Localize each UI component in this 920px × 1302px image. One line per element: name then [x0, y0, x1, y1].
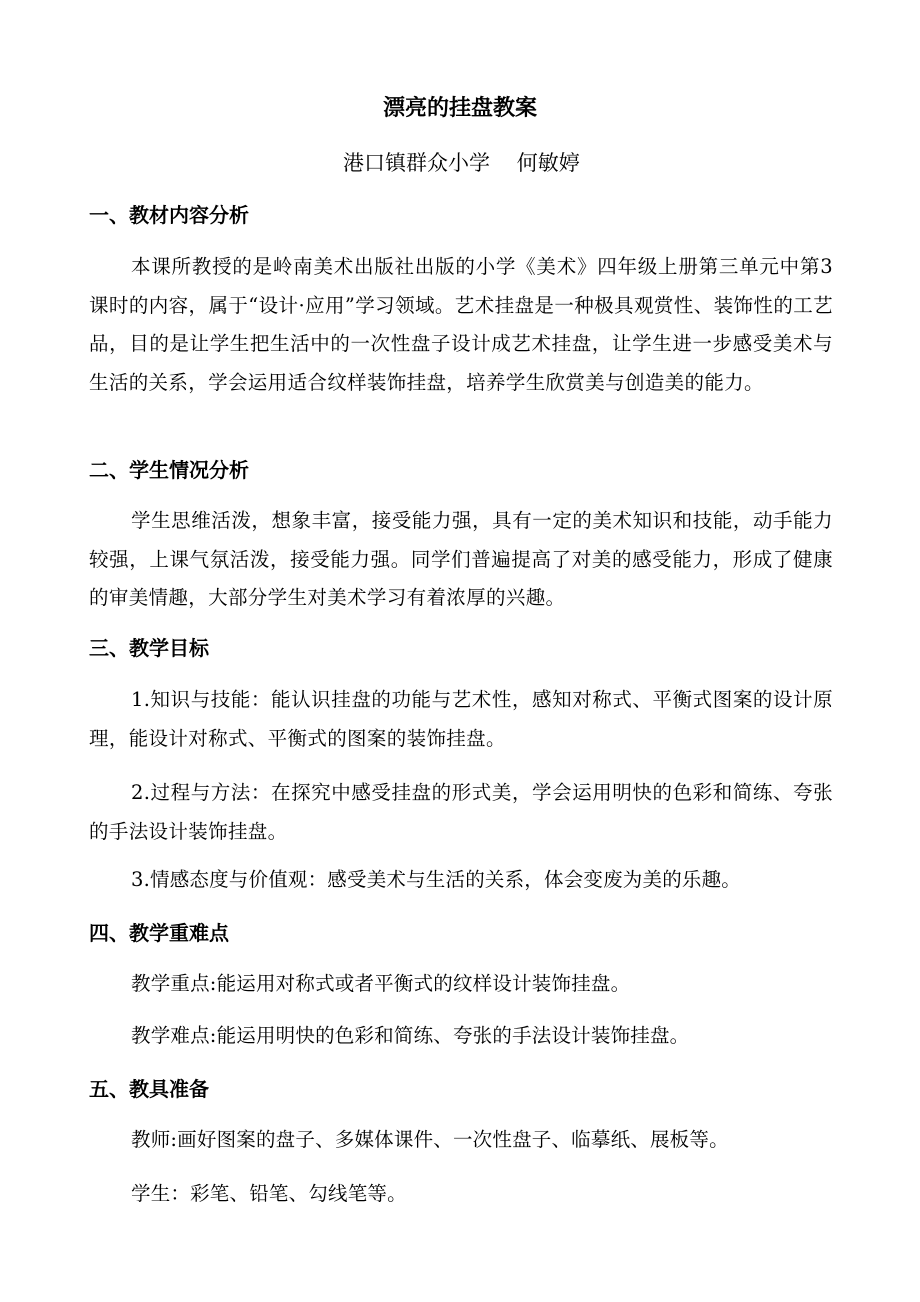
- section-heading-teaching-aids: 五、教具准备: [89, 1077, 209, 1101]
- paragraph-key-point: 教学重点:能运用对称式或者平衡式的纹样设计装饰挂盘。: [131, 972, 631, 995]
- paragraph-student-aids: 学生：彩笔、铅笔、勾线笔等。: [131, 1182, 407, 1205]
- paragraph-content-analysis: 本课所教授的是岭南美术出版社出版的小学《美术》四年级上册第三单元中第3课时的内容，属于“设计·应用”学习领域。艺术挂盘是一种极具观赏性、装饰性的工艺品，目的是让学生把生活中的一次性盘子设计成艺术挂盘，让学生进一步感受美术与生活的关系，学会运用适合纹样装饰挂盘，培养学生欣赏美与创造美的能力。: [89, 255, 833, 394]
- paragraph-goal-process-method: 2.过程与方法：在探究中感受挂盘的形式美，学会运用明快的色彩和简练、夸张的手法设计装饰挂盘。: [89, 781, 833, 843]
- section-heading-content-analysis: 一、教材内容分析: [89, 203, 249, 227]
- paragraph-goal-attitude-values: 3.情感态度与价值观：感受美术与生活的关系，体会变废为美的乐趣。: [131, 868, 742, 891]
- section-heading-teaching-goals: 三、教学目标: [89, 636, 209, 660]
- section-heading-student-analysis: 二、学生情况分析: [89, 458, 249, 482]
- document-author: 港口镇群众小学 何敏婷: [343, 151, 580, 175]
- document-title: 漂亮的挂盘教案: [382, 96, 537, 121]
- section-heading-key-points: 四、教学重难点: [89, 921, 229, 945]
- paragraph-student-analysis: 学生思维活泼，想象丰富，接受能力强，具有一定的美术知识和技能，动手能力较强，上课气氛活泼，接受能力强。同学们普遍提高了对美的感受能力，形成了健康的审美情趣，大部分学生对美术学习有着浓厚的兴趣。: [89, 509, 833, 609]
- paragraph-teacher-aids: 教师:画好图案的盘子、多媒体课件、一次性盘子、临摹纸、展板等。: [131, 1128, 729, 1151]
- paragraph-goal-knowledge-skills: 1.知识与技能：能认识挂盘的功能与艺术性，感知对称式、平衡式图案的设计原理，能设计对称式、平衡式的图案的装饰挂盘。: [89, 688, 833, 750]
- paragraph-difficult-point: 教学难点:能运用明快的色彩和简练、夸张的手法设计装饰挂盘。: [131, 1024, 690, 1047]
